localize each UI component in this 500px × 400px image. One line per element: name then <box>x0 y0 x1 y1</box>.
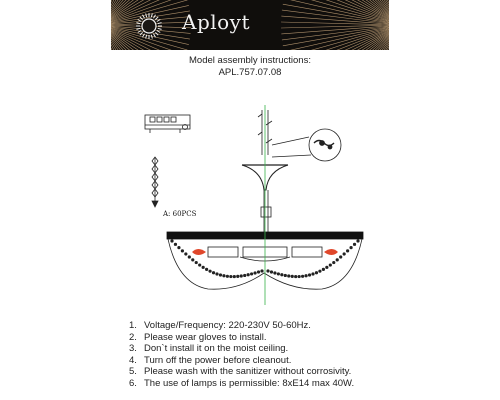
instruction-text: The use of lamps is permissible: 8xE14 max 40W. <box>144 377 355 389</box>
instruction-text: Voltage/Frequency: 220-230V 50-60Hz. <box>144 320 311 331</box>
instruction-item <box>129 355 354 367</box>
instruction-text: Turn off the power before cleanout. <box>144 354 292 366</box>
instructions-list <box>129 320 354 389</box>
instruction-number: 6. <box>129 377 137 389</box>
bulb-left-icon <box>192 247 238 257</box>
bulb-right-icon <box>292 247 338 257</box>
instruction-text: Please wash with the sanitizer without corrosivity. <box>144 366 352 377</box>
instruction-text: Please wear gloves to install. <box>144 331 267 343</box>
instruction-number: 4. <box>129 354 137 366</box>
brand-name: Aployt <box>182 10 251 34</box>
instruction-item <box>129 366 354 378</box>
instruction-number: 1. <box>129 320 137 331</box>
sun-logo-icon <box>136 13 162 39</box>
mounting-plate-icon <box>145 115 190 133</box>
assembly-diagram <box>0 95 500 310</box>
document-title: Model assembly instructions: <box>189 55 311 66</box>
instruction-item <box>129 320 354 332</box>
instruction-text: Don`t install it on the moist ceiling. <box>144 343 289 354</box>
instruction-item <box>129 378 354 390</box>
instruction-number: 3. <box>129 343 137 354</box>
parts-count-label: A: 60PCS <box>163 210 197 218</box>
instruction-item <box>129 343 354 355</box>
brand-banner <box>111 0 389 50</box>
connector-detail-icon <box>272 129 341 161</box>
instruction-number: 2. <box>129 331 137 343</box>
crystal-pendant-icon <box>152 157 158 207</box>
instruction-number: 5. <box>129 366 137 377</box>
model-number: APL.757.07.08 <box>218 67 282 78</box>
instruction-item <box>129 332 354 344</box>
